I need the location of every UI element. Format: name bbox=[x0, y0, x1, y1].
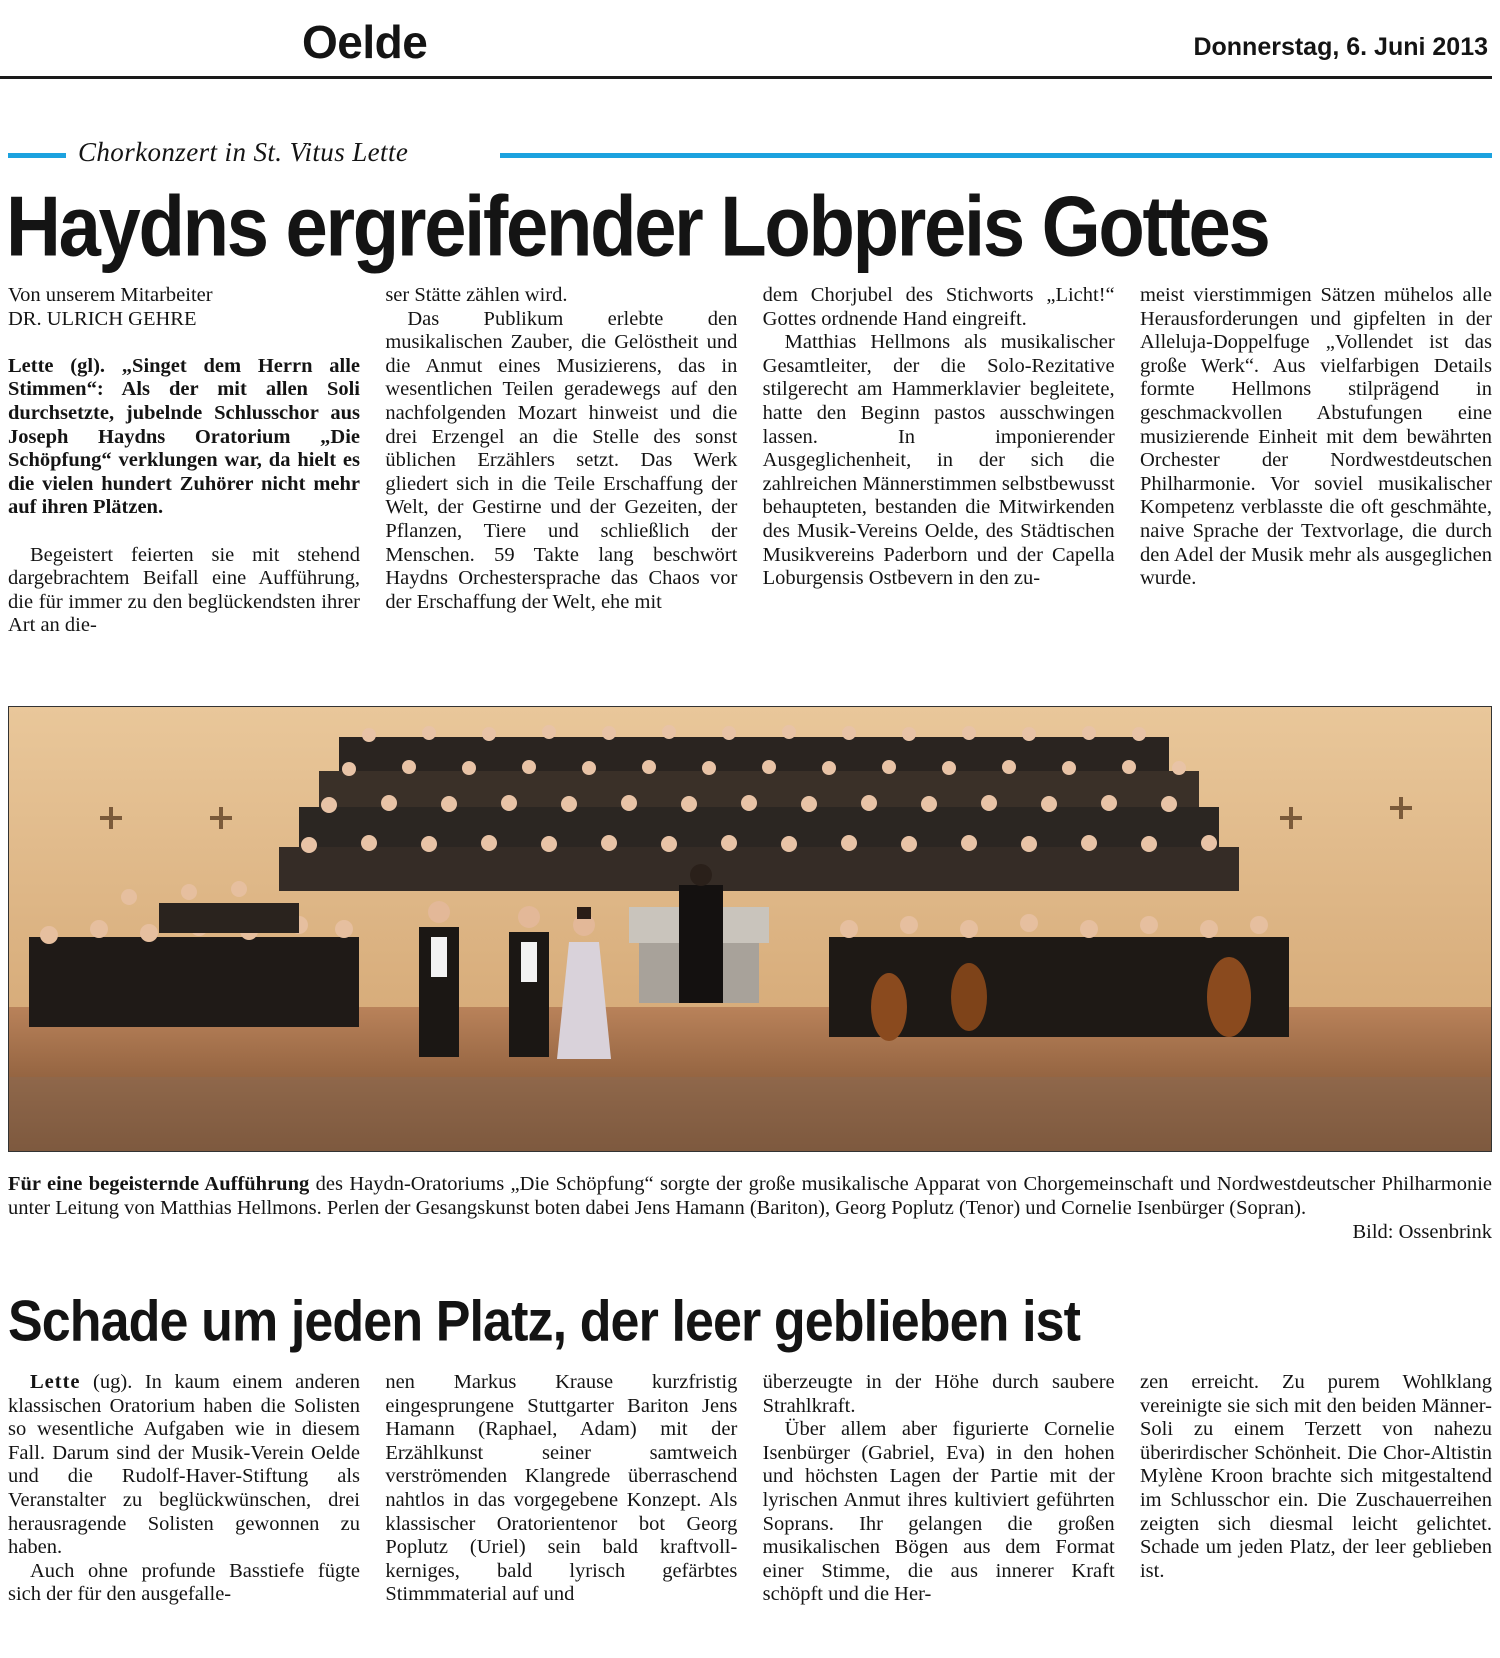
byline-role: Von unserem Mitarbeiter bbox=[8, 284, 213, 306]
concert-photo-illustration bbox=[9, 707, 1491, 1151]
article2-col-1 bbox=[8, 1371, 360, 1607]
article2-paragraph: (ug). In kaum einem anderen klassischen Oratorium haben die Solisten so wesentliche Aufgaben wie in diesem Fall. Darum sind der Musik-Verein Oelde und die Rudolf-Haver-Stiftung als Veranstalter zu beglückwünschen, drei herausragende Solisten gewonnen zu haben. bbox=[8, 1371, 360, 1559]
article2-columns bbox=[8, 1371, 1492, 1607]
article2-col-2 bbox=[385, 1371, 737, 1607]
article1-paragraph: Matthias Hellmons als musikalischer Gesamtleiter, der die Solo-Rezitative stilgerecht am Hammerklavier begleitete, hatte den Beginn pastos ausschwingen lassen. In imponierender Ausgeglichenheit, in der sich die zahlreichen Männerstimmen selbstbewusst behaupteten, bestanden die Mitwirkenden des Musik-Vereins Oelde, des Städtischen Musikvereins Paderborn und der Capella Loburgensis Ostbevern in den zu- bbox=[762, 331, 1115, 590]
article1-col-1 bbox=[8, 284, 360, 638]
article2-paragraph: zen erreicht. Zu purem Wohlklang vereinigte sie sich mit den beiden Männer-Soli zu einem Terzett von nahezu überirdischer Schönheit. Die Chor-Altistin Mylène Kroon brachte sich mitgestaltend im Schlusschor ein. Die Zuschauerreihen zeigten sich diesmal leicht gelichtet. Schade um jeden Platz, der leer geblieben ist. bbox=[1139, 1371, 1492, 1582]
article1-col-3 bbox=[763, 284, 1115, 638]
article2-paragraph: überzeugte in der Höhe durch saubere Strahlkraft. bbox=[762, 1371, 1115, 1417]
byline-author: DR. ULRICH GEHRE bbox=[8, 307, 197, 330]
article2-col-3 bbox=[763, 1371, 1115, 1607]
article2-paragraph: Auch ohne profunde Basstiefe fügte sich der für den ausgefalle- bbox=[8, 1559, 360, 1606]
article2-dateline: Lette bbox=[30, 1371, 81, 1393]
photo-caption-lead: Für eine begeisternde Aufführung bbox=[8, 1173, 310, 1195]
article1-paragraph: dem Chorjubel des Stichworts „Licht!“ Gottes ordnende Hand eingreift. bbox=[762, 284, 1115, 330]
issue-date: Donnerstag, 6. Juni 2013 bbox=[1193, 33, 1488, 61]
article1-paragraph: ser Stätte zählen wird. bbox=[385, 284, 568, 306]
concert-photo bbox=[8, 706, 1492, 1152]
photo-caption-text: des Haydn-Oratoriums „Die Schöpfung“ sorgte der große musikalische Apparat von Chorgemeinschaft und Nordwestdeutscher Philharmonie unter Leitung von Matthias Hellmons. Perlen der Gesangskunst boten dabei Jens Hamann (Bariton), Georg Poplutz (Tenor) und Cornelie Isenbürger (Sopran). bbox=[8, 1173, 1493, 1219]
kicker-rule-right bbox=[500, 153, 1492, 158]
audience-heads bbox=[9, 1077, 1491, 1151]
choir-rows bbox=[279, 725, 1239, 891]
main-headline: Haydns ergreifender Lobpreis Gottes bbox=[6, 179, 1269, 275]
article2-paragraph: nen Markus Krause kurzfristig eingesprungene Stuttgarter Bariton Jens Hamann (Raphael, Adam) mit der Erzählkunst seiner samtweich verströmenden Klangrede überraschend nahtlos in das vorgegebene Konzept. Als klassischer Oratorientenor bot Georg Poplutz (Uriel) sein bald kraftvoll-kerniges, bald lyrisch gefärbtes Stimmmaterial auf und bbox=[385, 1371, 738, 1606]
article1-lead: Lette (gl). „Singet dem Herrn alle Stimmen“: Als der mit allen Soli durchsetzte, jubelnde Schlusschor aus Joseph Haydns Oratorium „Die Schöpfung“ verklungen war, da hielt es die vielen hundert Zuhörer nicht mehr auf ihren Plätzen. bbox=[8, 354, 360, 519]
masthead bbox=[0, 0, 1492, 79]
article2-col-4 bbox=[1140, 1371, 1492, 1607]
article1-col-2 bbox=[385, 284, 737, 638]
photo-caption bbox=[8, 1172, 1492, 1220]
kicker bbox=[8, 135, 1492, 169]
kicker-rule-left bbox=[8, 153, 66, 158]
article2-paragraph: Über allem aber figurierte Cornelie Isenbürger (Gabriel, Eva) in den hohen und höchsten Lagen der Partie mit der lyrischen Anmut ihres kultiviert geführten Soprans. Ihr gelangen die großen musikalischen Bögen aus dem Format einer Stimme, die aus innerer Kraft schöpft und die Her- bbox=[762, 1418, 1115, 1606]
article1-col-4 bbox=[1140, 284, 1492, 638]
article1-paragraph: Begeistert feierten sie mit stehend dargebrachtem Beifall eine Aufführung, die für immer zu den beglückendsten ihrer Art an die- bbox=[8, 543, 360, 637]
article1-paragraph: Das Publikum erlebte den musikalischen Zauber, die Gelöstheit und die Anmut eines Musizierens, das in wesentlichen Teilen geradewegs auf den nachfolgenden Mozart hinweist und die drei Erzengel an die Stelle des sonst üblichen Erzählers setzt. Das Werk gliedert sich in die Teile Erschaffung der Welt, der Gestirne und der Gezeiten, der Pflanzen, Tiere und schließlich der Menschen. 59 Takte lang beschwört Haydns Orchestersprache das Chaos vor der Erschaffung der Welt, ehe mit bbox=[385, 307, 738, 613]
kicker-text: Chorkonzert in St. Vitus Lette bbox=[78, 137, 409, 167]
second-headline: Schade um jeden Platz, der leer geblieben ist bbox=[8, 1290, 1081, 1354]
article1-paragraph: meist vierstimmigen Sätzen mühelos alle Herausforderungen und gipfelten in der Alleluja-Doppelfuge „Vollendet ist das große Werk“. Aus vielfarbigen Details formte Hellmons stilprägend in geschmackvollen Abstufungen eine musizierende Einheit mit dem bewährten Orchester der Nordwestdeutschen Philharmonie. Vor soviel musikalischer Kompetenz verblasste die oft geschmähte, naive Sprache der Textvorlage, die durch den Adel der Musik mehr als ausgeglichen wurde. bbox=[1139, 284, 1492, 590]
article1-columns bbox=[8, 284, 1492, 638]
section-name: Oelde bbox=[302, 16, 428, 68]
photo-credit: Bild: Ossenbrink bbox=[1352, 1221, 1492, 1243]
